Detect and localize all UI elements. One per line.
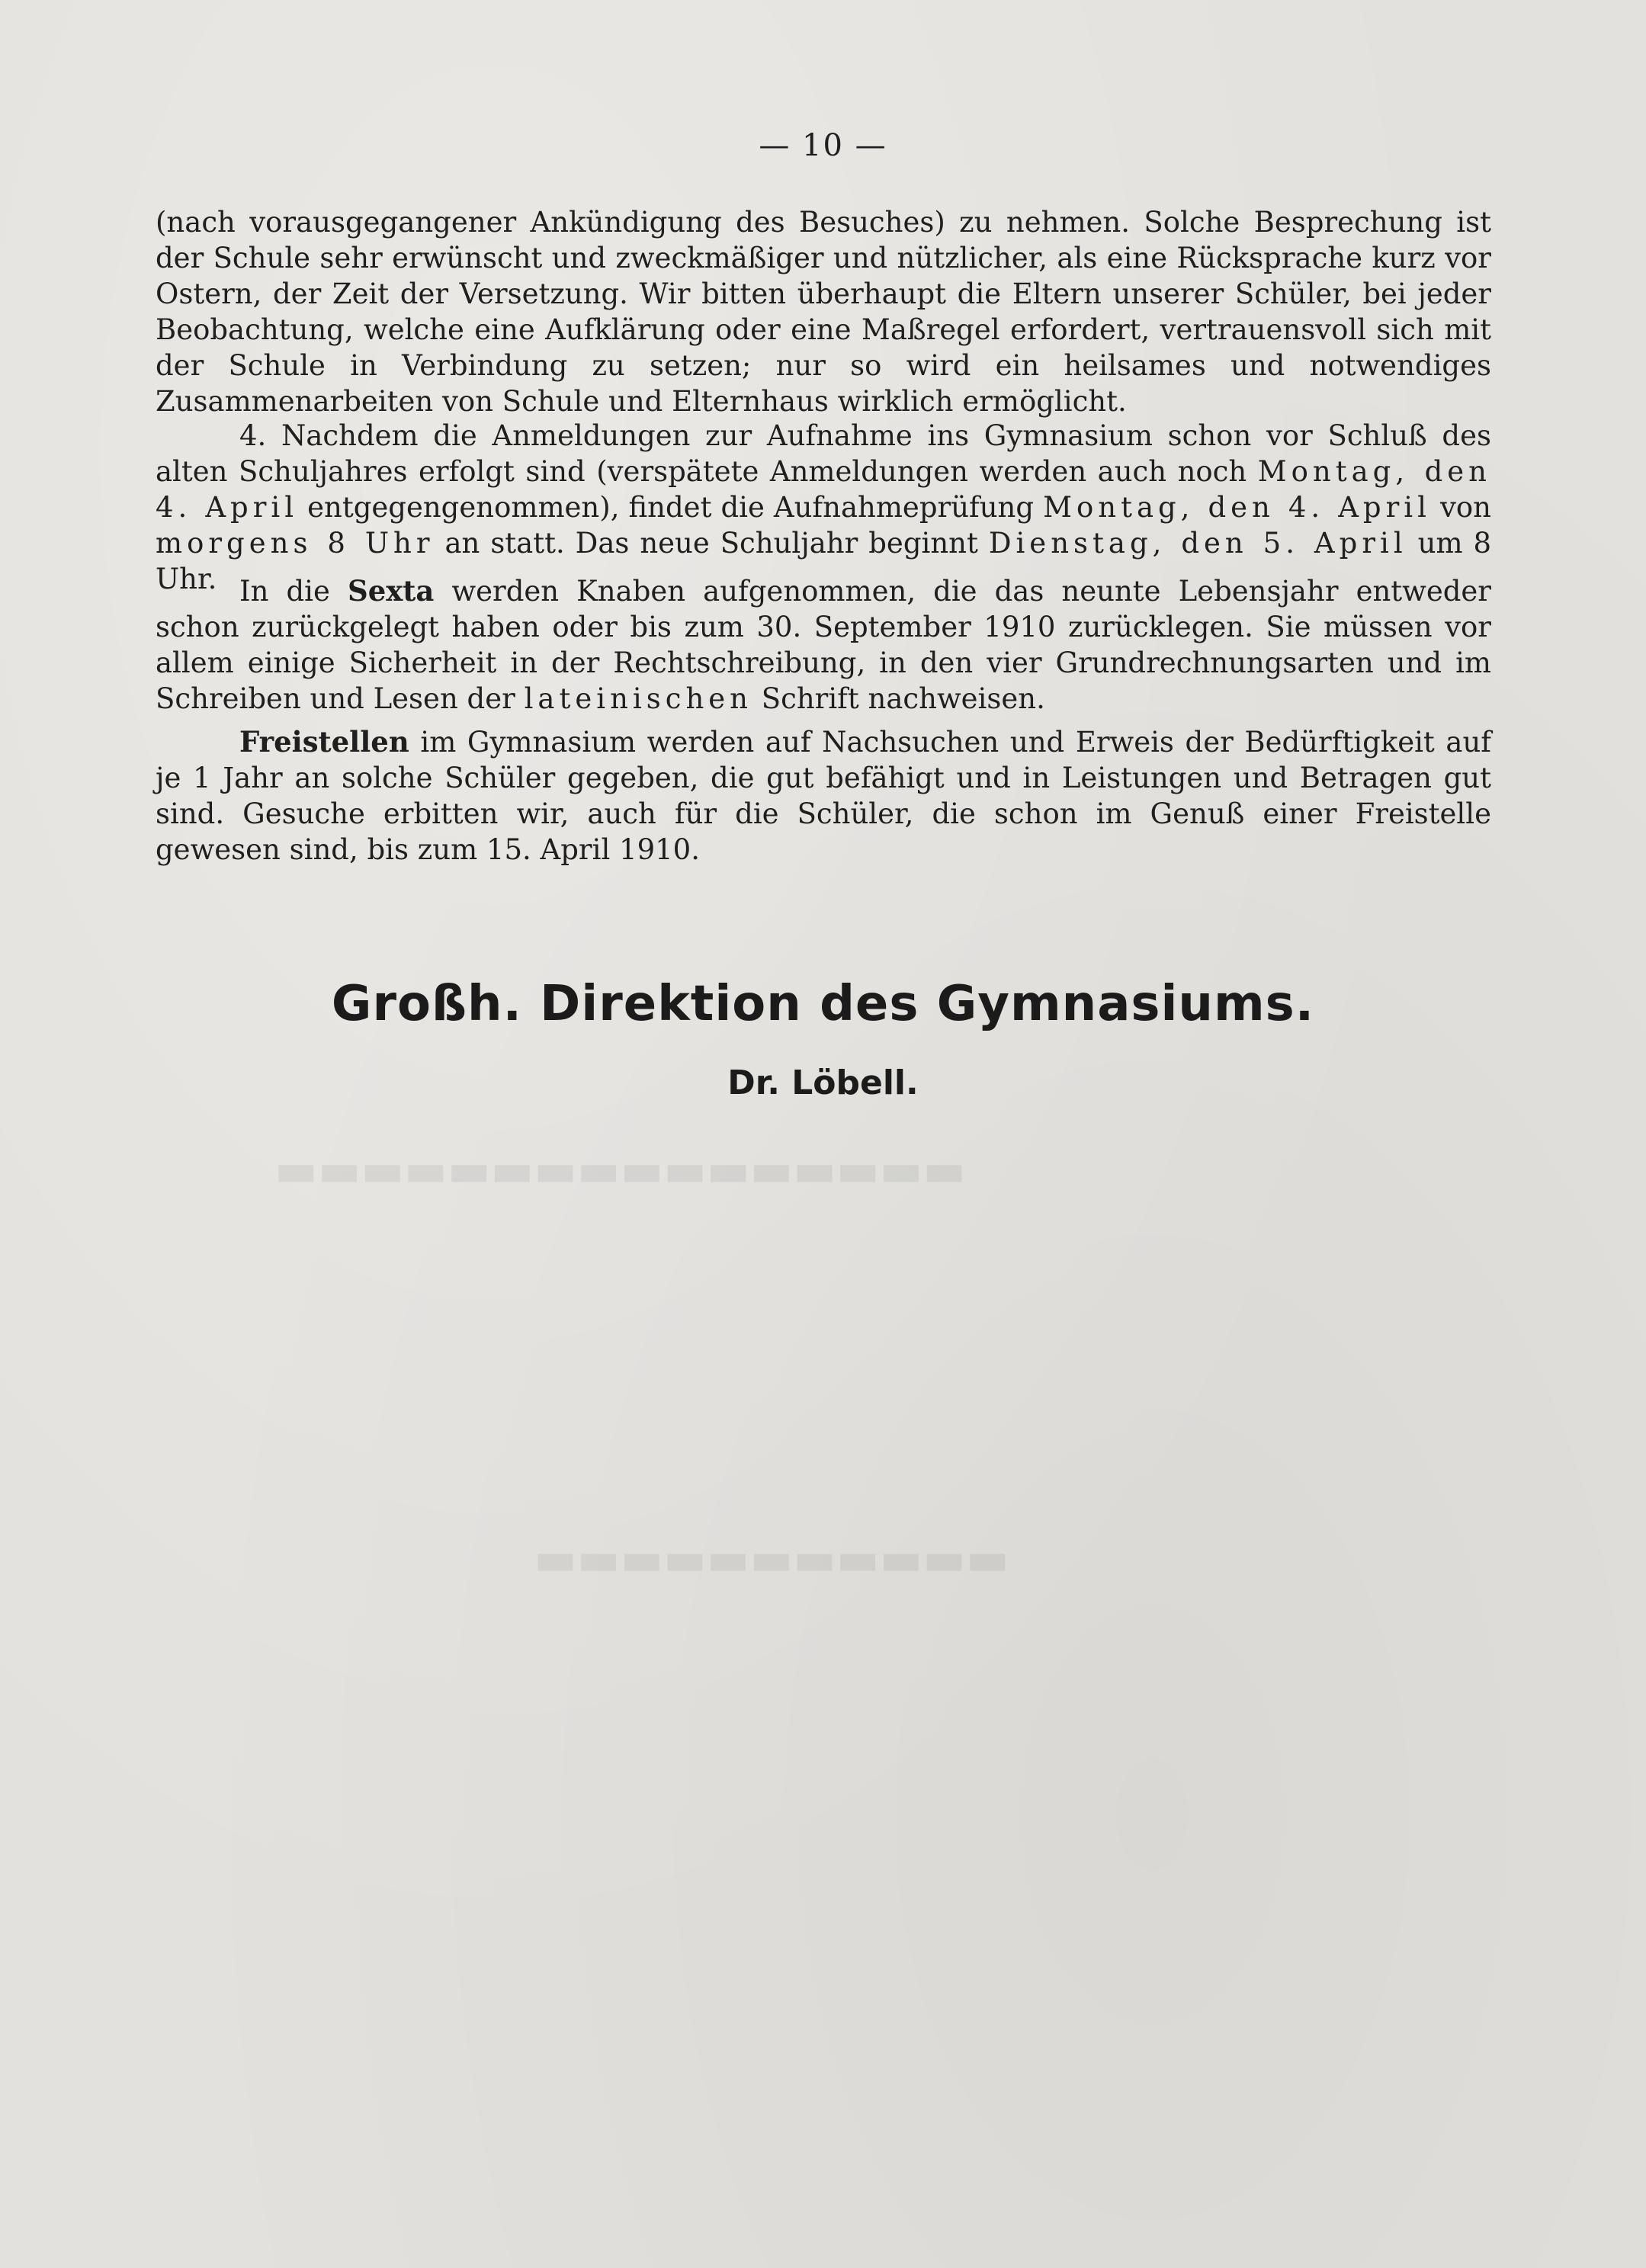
exam-date: Montag, den 4. April bbox=[1043, 491, 1431, 524]
latin-script-word: lateinischen bbox=[524, 682, 752, 715]
freistellen-text: im Gymnasium werden auf Nachsuchen und Erweis der Bedürftigkeit auf je 1 Jahr an solche Schüler gegeben, die gut befähigt und in Leistungen und Betragen gut sind. Gesuche erbitten wir, auch für die Schüler, die schon im Genuß einer Freistelle gewesen sind, bis zum 15. April 1910. bbox=[156, 726, 1492, 866]
registration-text: 4. Nachdem die Anmeldungen zur Aufnahme ins Gymnasium schon vor Schluß des alten Schuljahres erfolgt sind (verspätete Anmeldungen werden auch noch bbox=[156, 419, 1491, 488]
freistellen-heading: Freistellen bbox=[239, 725, 409, 759]
sexta-text-start: In die bbox=[239, 575, 330, 608]
sexta-emphasis: Sexta bbox=[347, 574, 435, 608]
sexta-text: werden Knaben aufgenommen, die das neunte Lebensjahr entweder schon zurückgelegt haben oder bis zum 30. September 1910 zurücklegen. Sie müssen vor allem einige Sicherheit in der Rechtschreibung, in den vier Grundrechnungsarten und im Schreiben und Lesen der bbox=[156, 575, 1491, 715]
paragraph-freistellen bbox=[156, 724, 1491, 868]
paragraph-parent-consultation: (nach vorausgegangener Ankündigung des Besuches) zu nehmen. Solche Besprechung ist der Schule sehr erwünscht und zweckmäßiger und nützlicher, als eine Rücksprache kurz vor Ostern, der Zeit der Versetzung. Wir bitten überhaupt die Eltern unserer Schüler, bei jeder Beobachtung, welche eine Aufklärung oder eine Maßregel erfordert, vertrauensvoll sich mit der Schule in Verbindung zu setzen; nur so wird ein heilsames und notwendiges Zusammenarbeiten von Schule und Elternhaus wirklich ermöglicht. bbox=[156, 206, 1491, 418]
exam-time: morgens 8 Uhr bbox=[156, 527, 435, 560]
registration-text-von: von bbox=[1439, 491, 1491, 524]
school-year-start-date: Dienstag, den 5. April bbox=[988, 527, 1407, 560]
page-number: — 10 — bbox=[759, 128, 887, 163]
registration-text-mid: entgegengenommen), findet die Aufnahmeprüfung bbox=[307, 491, 1035, 524]
registration-text-end: um 8 Uhr. bbox=[156, 527, 1491, 595]
late-registration-date: Montag, den 4. April bbox=[156, 455, 1491, 524]
signature-name: Dr. Löbell. bbox=[727, 1063, 919, 1102]
sexta-text-end: Schrift nachweisen. bbox=[761, 682, 1045, 715]
registration-text-after: an statt. Das neue Schuljahr beginnt bbox=[444, 527, 978, 560]
signature-title: Großh. Direktion des Gymnasiums. bbox=[331, 976, 1315, 1032]
paragraph-sexta bbox=[156, 573, 1491, 717]
bleed-through-text: ▬▬▬▬▬▬▬▬▬▬▬▬▬▬▬▬ bbox=[274, 1144, 967, 1197]
paragraph-registration bbox=[156, 418, 1491, 597]
bleed-through-text: ▬▬▬▬▬▬▬▬▬▬▬ bbox=[534, 1532, 1009, 1586]
